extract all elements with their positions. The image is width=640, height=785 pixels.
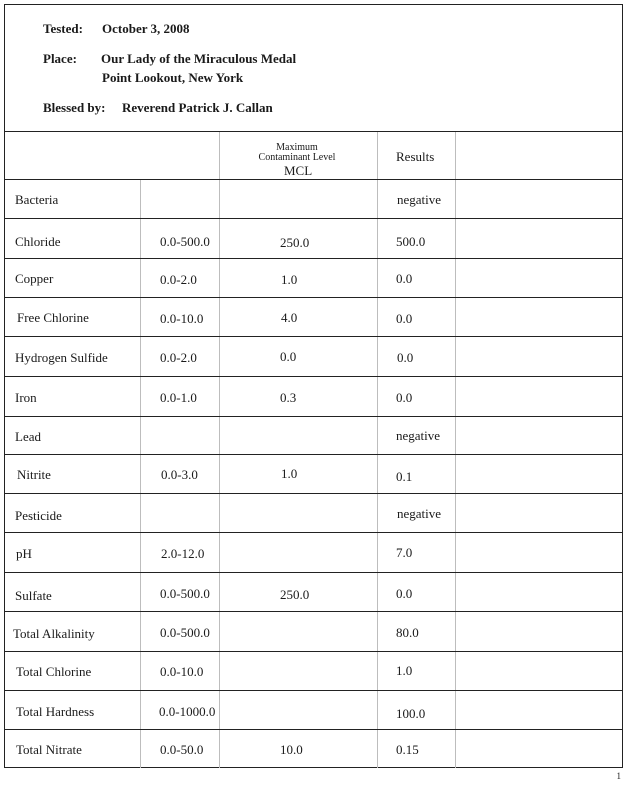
row-result-lead: negative: [396, 428, 441, 443]
row-mcl-free-chlorine: 4.0: [281, 310, 298, 325]
column-divider: [455, 132, 456, 179]
tested-date: October 3, 2008: [102, 21, 190, 36]
row-range-total-nitrate: 0.0-50.0: [160, 742, 204, 757]
row-divider: [4, 532, 623, 533]
row-divider: [4, 572, 623, 573]
row-divider: [4, 416, 623, 417]
row-name-nitrite: Nitrite: [17, 467, 51, 482]
row-result-free-chlorine: 0.0: [396, 311, 413, 326]
row-divider: [4, 179, 623, 180]
row-mcl-total-nitrate: 10.0: [280, 742, 303, 757]
row-name-hydrogen-sulfide: Hydrogen Sulfide: [15, 350, 108, 365]
row-name-copper: Copper: [15, 271, 54, 286]
blessed-by-label: Blessed by:: [43, 100, 106, 115]
tested-label: Tested:: [43, 21, 83, 36]
row-range-total-alkalinity: 0.0-500.0: [160, 625, 210, 640]
place-name: Our Lady of the Miraculous Medal: [101, 51, 297, 66]
row-name-pesticide: Pesticide: [15, 508, 62, 523]
place-location: Point Lookout, New York: [102, 70, 244, 85]
row-result-ph: 7.0: [396, 545, 413, 560]
row-name-chloride: Chloride: [15, 234, 61, 249]
row-divider: [4, 297, 623, 298]
row-mcl-copper: 1.0: [281, 272, 298, 287]
row-divider: [4, 336, 623, 337]
results-header: Results: [396, 149, 435, 164]
row-divider: [4, 611, 623, 612]
row-mcl-iron: 0.3: [280, 390, 297, 405]
row-range-copper: 0.0-2.0: [160, 272, 197, 287]
row-name-bacteria: Bacteria: [15, 192, 59, 207]
row-name-ph: pH: [16, 546, 32, 561]
row-divider: [4, 218, 623, 219]
row-result-copper: 0.0: [396, 271, 413, 286]
mcl-header-line3: MCL: [284, 163, 313, 178]
row-result-total-hardness: 100.0: [396, 706, 426, 721]
place-label: Place:: [43, 51, 77, 66]
header-divider: [4, 131, 623, 132]
row-result-bacteria: negative: [397, 192, 442, 207]
row-divider: [4, 729, 623, 730]
row-result-iron: 0.0: [396, 390, 413, 405]
column-divider: [219, 179, 220, 768]
row-divider: [4, 258, 623, 259]
page-number: 1: [616, 771, 621, 781]
row-result-sulfate: 0.0: [396, 586, 413, 601]
column-divider: [140, 179, 141, 768]
row-mcl-chloride: 250.0: [280, 235, 310, 250]
row-name-total-hardness: Total Hardness: [16, 704, 95, 719]
row-range-total-hardness: 0.0-1000.0: [159, 704, 216, 719]
row-range-sulfate: 0.0-500.0: [160, 586, 210, 601]
row-result-pesticide: negative: [397, 506, 442, 521]
row-name-free-chlorine: Free Chlorine: [17, 310, 89, 325]
row-mcl-nitrite: 1.0: [281, 466, 298, 481]
row-range-nitrite: 0.0-3.0: [161, 467, 198, 482]
row-result-total-alkalinity: 80.0: [396, 625, 419, 640]
row-name-total-alkalinity: Total Alkalinity: [13, 626, 95, 641]
mcl-header-line2: Contaminant Level: [258, 152, 336, 163]
document-frame: [4, 4, 623, 768]
row-result-chloride: 500.0: [396, 234, 426, 249]
row-result-total-chlorine: 1.0: [396, 663, 413, 678]
row-divider: [4, 493, 623, 494]
row-result-hydrogen-sulfide: 0.0: [397, 350, 414, 365]
column-divider: [377, 179, 378, 768]
column-divider: [219, 132, 220, 179]
row-divider: [4, 454, 623, 455]
row-mcl-sulfate: 250.0: [280, 587, 310, 602]
row-range-ph: 2.0-12.0: [161, 546, 205, 561]
blessed-by-name: Reverend Patrick J. Callan: [122, 100, 273, 115]
row-name-total-chlorine: Total Chlorine: [16, 664, 92, 679]
row-range-hydrogen-sulfide: 0.0-2.0: [160, 350, 197, 365]
row-divider: [4, 651, 623, 652]
row-result-total-nitrate: 0.15: [396, 742, 419, 757]
row-name-lead: Lead: [15, 429, 41, 444]
column-divider: [455, 179, 456, 768]
row-result-nitrite: 0.1: [396, 469, 413, 484]
column-divider: [377, 132, 378, 179]
row-range-iron: 0.0-1.0: [160, 390, 197, 405]
row-range-free-chlorine: 0.0-10.0: [160, 311, 204, 326]
row-range-chloride: 0.0-500.0: [160, 234, 210, 249]
row-divider: [4, 376, 623, 377]
row-mcl-hydrogen-sulfide: 0.0: [280, 349, 297, 364]
row-divider: [4, 690, 623, 691]
row-range-total-chlorine: 0.0-10.0: [160, 664, 204, 679]
mcl-header-line1: Maximum: [276, 142, 318, 153]
row-name-total-nitrate: Total Nitrate: [16, 742, 82, 757]
row-name-iron: Iron: [15, 390, 37, 405]
row-name-sulfate: Sulfate: [15, 588, 52, 603]
